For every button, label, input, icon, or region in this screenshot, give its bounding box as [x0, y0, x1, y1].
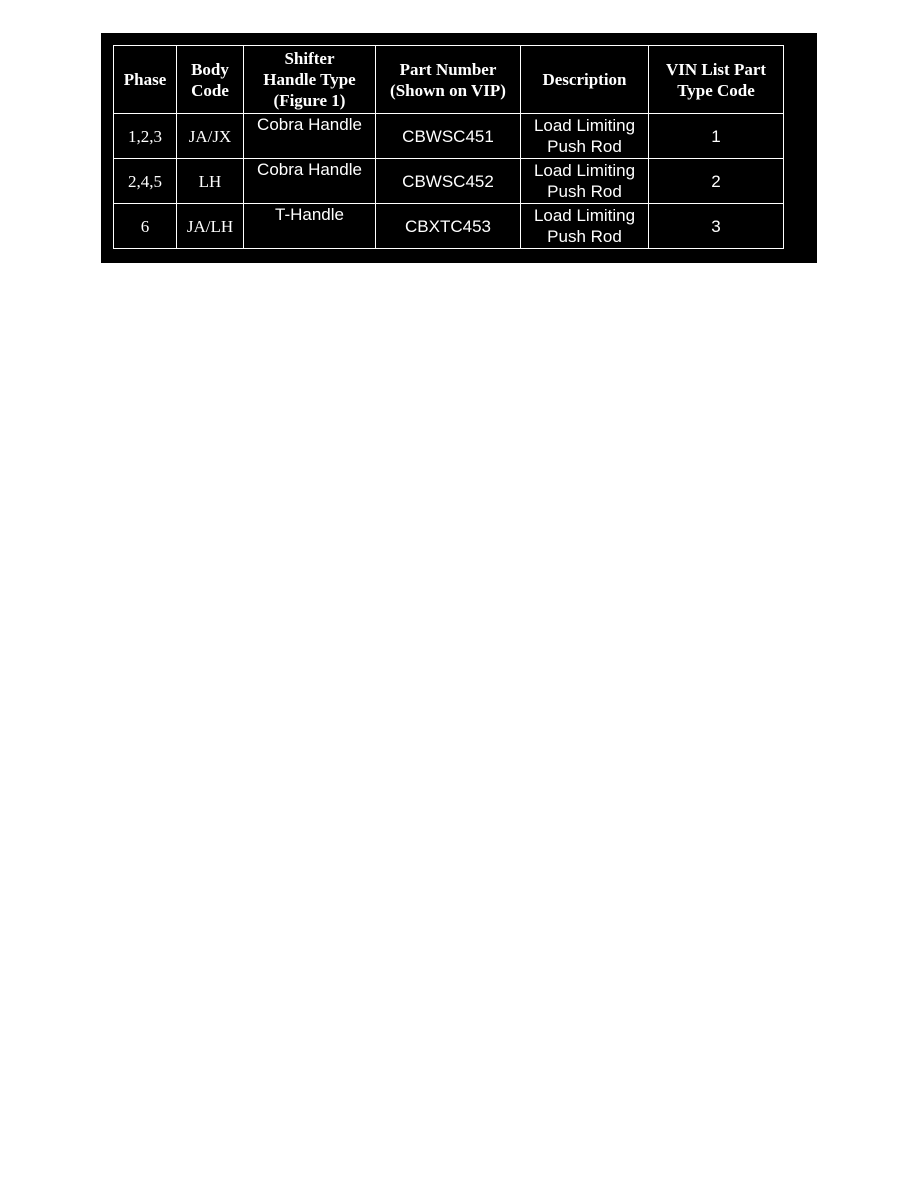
cell-shifter-handle-type: Cobra Handle	[244, 159, 376, 204]
parts-table-panel	[101, 33, 817, 263]
cell-vin-list-part-type-code: 3	[649, 204, 784, 249]
cell-description: Load Limiting Push Rod	[521, 204, 649, 249]
header-body-code: Body Code	[177, 46, 244, 114]
table-row	[114, 159, 784, 204]
cell-body-code: JA/LH	[177, 204, 244, 249]
cell-part-number: CBXTC453	[376, 204, 521, 249]
cell-body-code: LH	[177, 159, 244, 204]
table-row	[114, 114, 784, 159]
cell-vin-list-part-type-code: 2	[649, 159, 784, 204]
cell-description: Load Limiting Push Rod	[521, 114, 649, 159]
cell-phase: 2,4,5	[114, 159, 177, 204]
header-part-number: Part Number (Shown on VIP)	[376, 46, 521, 114]
header-phase: Phase	[114, 46, 177, 114]
table-row	[114, 204, 784, 249]
cell-description: Load Limiting Push Rod	[521, 159, 649, 204]
cell-phase: 6	[114, 204, 177, 249]
header-description: Description	[521, 46, 649, 114]
table-header-row	[114, 46, 784, 114]
header-shifter-handle-type: Shifter Handle Type (Figure 1)	[244, 46, 376, 114]
cell-part-number: CBWSC451	[376, 114, 521, 159]
parts-table	[113, 45, 784, 249]
header-vin-list-part-type-code: VIN List Part Type Code	[649, 46, 784, 114]
cell-shifter-handle-type: Cobra Handle	[244, 114, 376, 159]
cell-body-code: JA/JX	[177, 114, 244, 159]
cell-vin-list-part-type-code: 1	[649, 114, 784, 159]
cell-part-number: CBWSC452	[376, 159, 521, 204]
cell-phase: 1,2,3	[114, 114, 177, 159]
cell-shifter-handle-type: T-Handle	[244, 204, 376, 249]
